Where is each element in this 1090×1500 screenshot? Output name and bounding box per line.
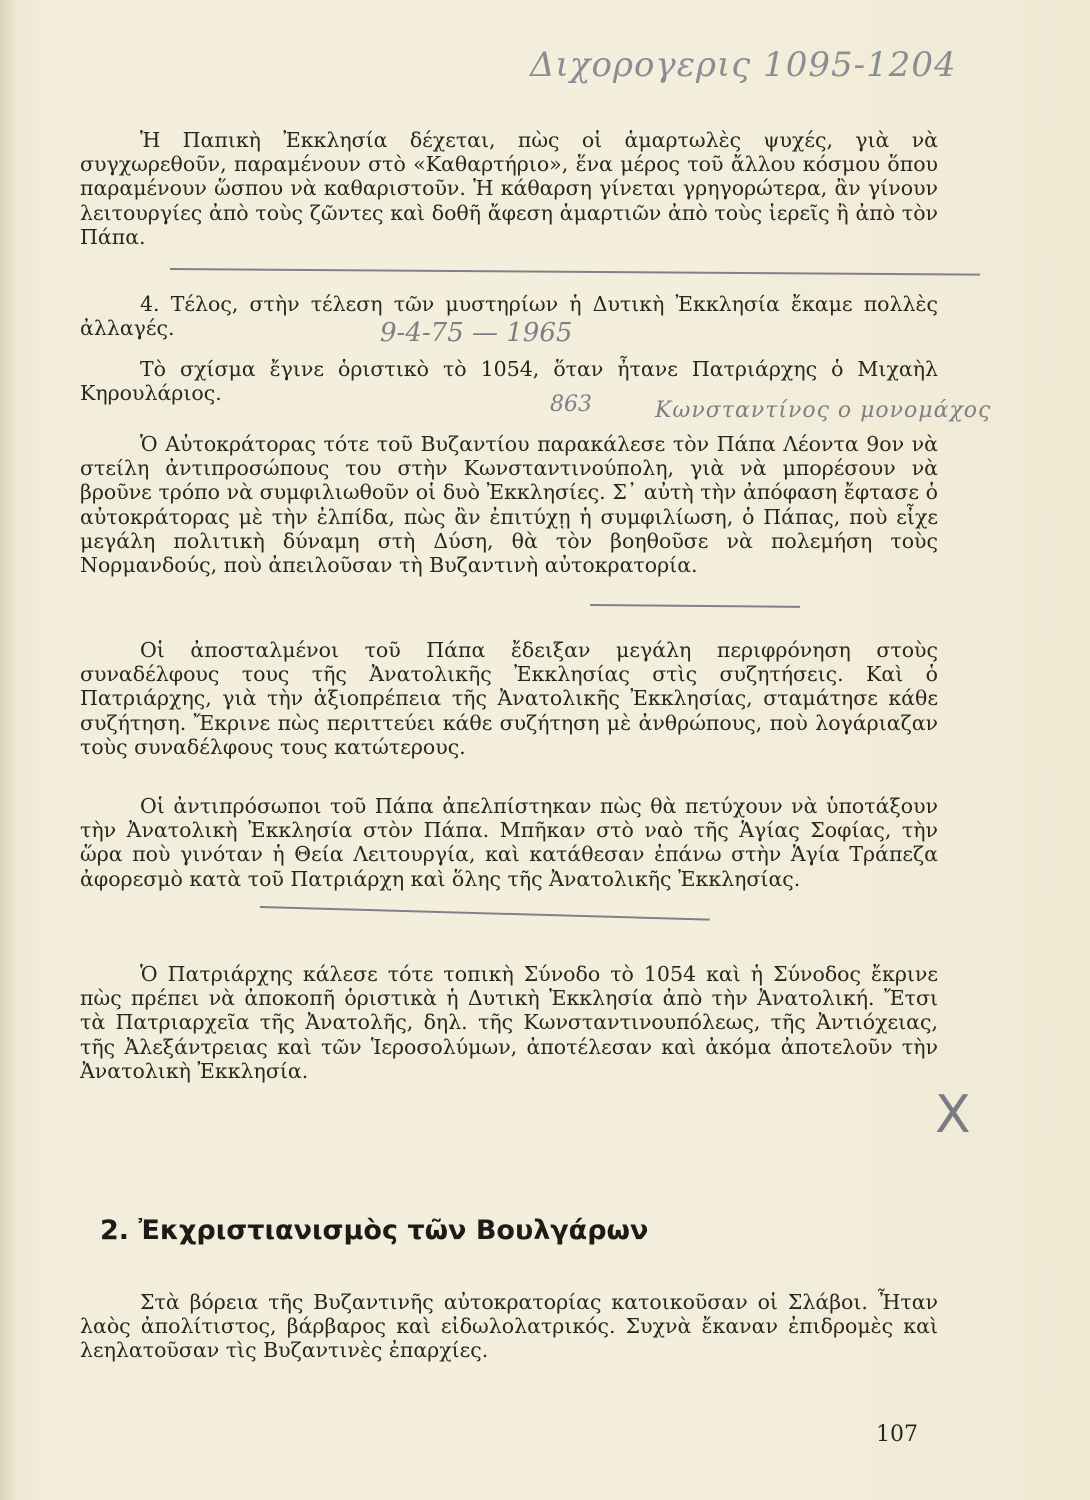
paragraph-emperor: Ὁ Αὐτοκράτορας τότε τοῦ Βυζαντίου παρακάλεσε τὸν Πάπα Λέοντα 9ον νὰ στείλη ἀντιπροσώπους του στὴν Κωνσταντινούπολη, γιὰ νὰ μπορέσουν νὰ βροῦνε τρόπο νὰ συμφιλιωθοῦν οἱ δυὸ Ἐκκλησίες. Σ᾿ αὐτὴ τὴν ἀπόφαση ἔφτασε ὁ αὐτοκράτορας μὲ τὴν ἐλπίδα, πὼς ἂν ἐπιτύχῃ ἡ συμφιλίωση, ὁ Πάπας, ποὺ εἶχε μεγάλη πολιτικὴ δύναμη στὴ Δύση, θὰ τὸν βοηθοῦσε νὰ πολεμήση τοὺς Νορμανδούς, ποὺ ἀπειλοῦσαν τὴ Βυζαντινὴ αὐτοκρατορία. bbox=[80, 432, 938, 578]
pencil-underline bbox=[590, 604, 800, 607]
paragraph-envoys: Οἱ ἀποσταλμένοι τοῦ Πάπα ἔδειξαν μεγάλη περιφρόνηση στοὺς συναδέλφους τους τῆς Ἀνατολικῆς Ἐκκλησίας στὶς συζητήσεις. Καὶ ὁ Πατριάρχης, γιὰ τὴν ἀξιοπρέπεια τῆς Ἀνατολικῆς Ἐκκλησίας, σταμάτησε κάθε συζήτηση. Ἔκρινε πὼς περιττεύει κάθε συζήτηση μὲ ἀνθρώπους, ποὺ λογάριαζαν τοὺς συναδέλφους τους κατώτερους. bbox=[80, 638, 938, 759]
handwritten-name-note: Κωνσταντίνος ο μονομάχος bbox=[655, 398, 992, 423]
handwritten-number-note: 863 bbox=[550, 392, 592, 417]
paragraph-synod: Ὁ Πατριάρχης κάλεσε τότε τοπικὴ Σύνοδο τὸ 1054 καὶ ἡ Σύνοδος ἔκρινε πὼς πρέπει νὰ ἀποκοπῆ ὁριστικὰ ἡ Δυτικὴ Ἐκκλησία ἀπὸ τὴν Ἀνατολική. Ἔτσι τὰ Πατριαρχεῖα τῆς Ἀνατολῆς, δηλ. τῆς Κωνσταντινουπόλεως, τῆς Ἀντιόχειας, τῆς Ἀλεξάντρειας καὶ τῶν Ἱεροσολύμων, ἀποτέλεσαν καὶ ἀκόμα ἀποτελοῦν τὴν Ἀνατολικὴ Ἐκκλησία. bbox=[80, 962, 938, 1083]
paragraph-slavs: Στὰ βόρεια τῆς Βυζαντινῆς αὐτοκρατορίας κατοικοῦσαν οἱ Σλάβοι. Ἦταν λαὸς ἀπολίτιστος, βάρβαρος καὶ εἰδωλολατρικός. Συχνὰ ἔκαναν ἐπιδρομὲς καὶ λεηλατοῦσαν τὶς Βυζαντινὲς ἐπαρχίες. bbox=[80, 1290, 938, 1363]
margin-x-mark: X bbox=[935, 1085, 971, 1145]
handwritten-heading-note: Διχορογερις 1095-1204 bbox=[530, 45, 957, 85]
paragraph-excommunication: Οἱ ἀντιπρόσωποι τοῦ Πάπα ἀπελπίστηκαν πὼς θὰ πετύχουν νὰ ὑποτάξουν τὴν Ἀνατολικὴ Ἐκκλησία στὸν Πάπα. Μπῆκαν στὸ ναὸ τῆς Ἁγίας Σοφίας, τὴν ὥρα ποὺ γινόταν ἡ Θεία Λειτουργία, καὶ κατάθεσαν ἐπάνω στὴν Ἁγία Τράπεζα ἀφορεσμὸ κατὰ τοῦ Πατριάρχη καὶ ὅλης τῆς Ἀνατολικῆς Ἐκκλησίας. bbox=[80, 794, 938, 891]
handwritten-date-note: 9-4-75 — 1965 bbox=[380, 318, 573, 348]
paragraph-sacraments: 4. Τέλος, στὴν τέλεση τῶν μυστηρίων ἡ Δυτικὴ Ἐκκλησία ἔκαμε πολλὲς ἀλλαγές. bbox=[80, 292, 938, 341]
pencil-underline bbox=[170, 268, 980, 275]
pencil-underline bbox=[260, 906, 710, 920]
paragraph-schism: Τὸ σχίσμα ἔγινε ὁριστικὸ τὸ 1054, ὅταν ἦτανε Πατριάρχης ὁ Μιχαὴλ Κηρουλάριος. bbox=[80, 357, 938, 406]
page-binding-edge bbox=[0, 0, 14, 1500]
section-heading: 2. Ἐκχριστιανισμὸς τῶν Βουλγάρων bbox=[100, 1215, 649, 1246]
page-number: 107 bbox=[876, 1422, 918, 1447]
paragraph-purgatory: Ἡ Παπικὴ Ἐκκλησία δέχεται, πὼς οἱ ἁμαρτωλὲς ψυχές, γιὰ νὰ συγχωρεθοῦν, παραμένουν στὸ «Καθαρτήριο», ἕνα μέρος τοῦ ἄλλου κόσμου ὅπου παραμένουν ὥσπου νὰ καθαριστοῦν. Ἡ κάθαρση γίνεται γρηγορώτερα, ἂν γίνουν λειτουργίες ἀπὸ τοὺς ζῶντες καὶ δοθῆ ἄφεση ἁμαρτιῶν ἀπὸ τοὺς ἱερεῖς ἢ ἀπὸ τὸν Πάπα. bbox=[80, 128, 938, 249]
